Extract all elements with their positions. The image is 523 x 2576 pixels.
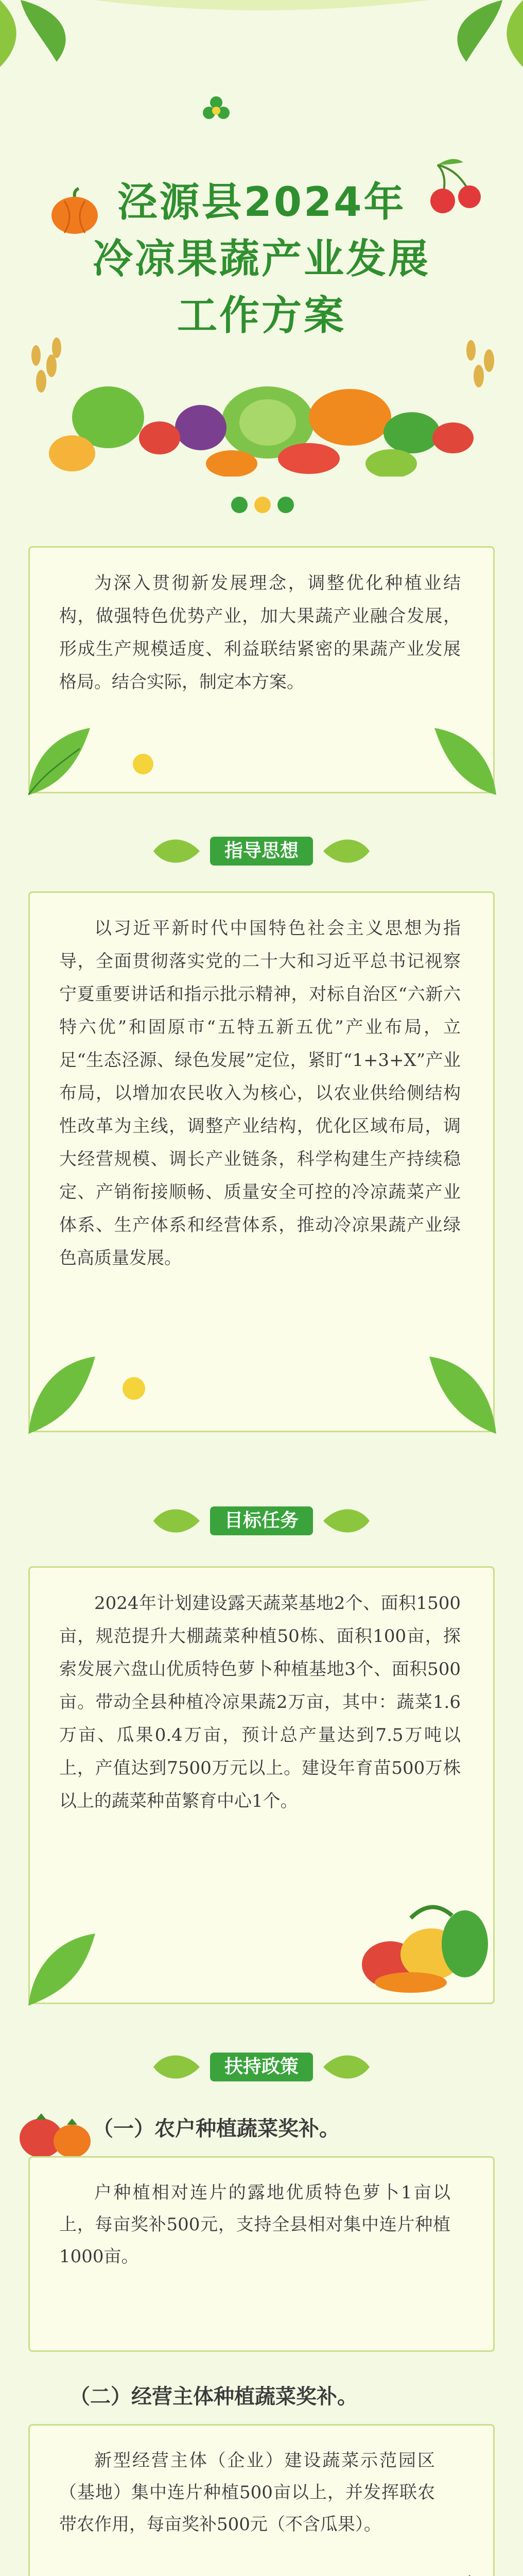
policy-heading-1: （一）农户种植蔬菜奖补。	[93, 2117, 340, 2141]
section-title-policy: 扶持政策	[210, 2053, 313, 2081]
top-leaf-border	[0, 0, 523, 67]
yellow-dot	[133, 754, 153, 774]
vegetable-pile-illustration	[0, 299, 523, 505]
leaf-corner-icon	[429, 718, 496, 795]
leaf-corner-icon	[28, 1346, 100, 1434]
guiding-text: 以习近平新时代中国特色社会主义思想为指导，全面贯彻落实党的二十大和习近平总书记视察宁夏重要讲话和指示批示精神，对标自治区“六新六特六优”和固原市“五特五新五优”产业布局，立足“生态泾源、绿色发展”定位，紧盯“1+3+X”产业布局，以增加农民收入为核心，以农业供给侧结构性改革为主线，调整产业结构，优化区域布局，调大经营规模、调长产业链条，科学构建生产持续稳定、产销衔接顺畅、质量安全可控的冷凉蔬菜产业体系、生产体系和经营体系，推动冷凉果蔬产业绿色高质量发展。	[59, 918, 461, 1268]
yellow-dot	[123, 1377, 145, 1400]
section-title-guiding: 指导思想	[210, 837, 313, 866]
tomato-icon	[10, 2102, 103, 2164]
policy-text-2: 新型经营主体（企业）建设蔬菜示范园区（基地）集中连片种植500亩以上，并发挥联农带农作用，每亩奖补500元（不含瓜果）。	[59, 2450, 435, 2535]
section-header-targets	[153, 1499, 370, 1543]
grape-icon	[427, 2571, 515, 2576]
vegetables-icon	[354, 1887, 493, 2001]
section-header-policy	[153, 2045, 370, 2089]
flower-icon	[201, 95, 232, 126]
leaf-corner-icon	[28, 718, 95, 795]
section-title-targets: 目标任务	[210, 1506, 313, 1535]
title-line-3: 工作方案	[177, 293, 346, 339]
policy-text-1: 户种植相对连片的露地优质特色萝卜1亩以上，每亩奖补500元，支持全县相对集中连片种植1000亩。	[59, 2182, 450, 2267]
policy-heading-2: （二）经营主体种植蔬菜奖补。	[69, 2385, 358, 2409]
intro-text: 为深入贯彻新发展理念，调整优化种植业结构，做强特色优势产业，加大果蔬产业融合发展，形成生产规模适度、利益联结紧密的果蔬产业发展格局。结合实际，制定本方案。	[59, 573, 461, 692]
decorative-dots	[226, 495, 299, 515]
leaf-corner-icon	[28, 1923, 100, 2006]
targets-text: 2024年计划建设露天蔬菜基地2个、面积1500亩，规范提升大棚蔬菜种植50栋、面积100亩，探索发展六盘山优质特色萝卜种植基地3个、面积500亩。带动全县种植冷凉果蔬2万亩，其中：蔬菜1.6万亩、瓜果0.4万亩，预计总产量达到7.5万吨以上，产值达到7500万元以上。建设年育苗500万株以上的蔬菜种苗繁育中心1个。	[59, 1593, 461, 1811]
leaf-corner-icon	[424, 1346, 496, 1434]
section-header-guiding	[153, 829, 370, 873]
title-line-2: 冷凉果蔬产业发展	[92, 236, 430, 282]
title-line-1: 泾源县2024年	[117, 179, 406, 226]
